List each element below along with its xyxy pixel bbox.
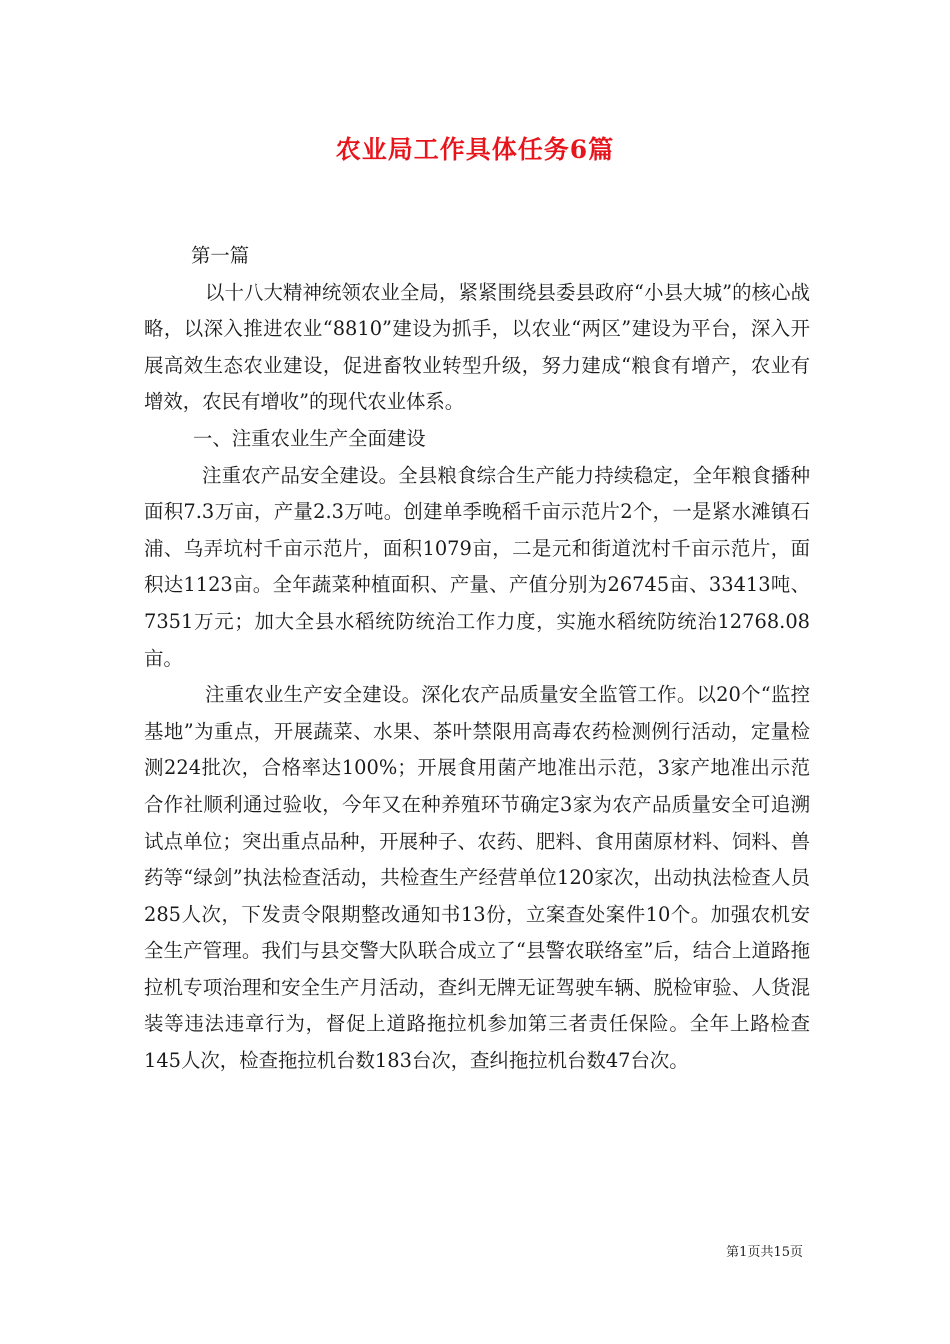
page-number: 第1页共15页 bbox=[726, 1245, 803, 1260]
intro-paragraph: 以十八大精神统领农业全局，紧紧围绕县委县政府“小县大城”的核心战略，以深入推进农业“8810”建设为抓手，以农业“两区”建设为平台，深入开展高效生态农业建设，促进畜牧业转型升级，努力建成“粮食有增产，农业有增效，农民有增收”的现代农业体系。 bbox=[144, 280, 810, 414]
document-body bbox=[144, 238, 810, 1080]
section-heading: 一、注重农业生产全面建设 bbox=[193, 426, 426, 450]
paragraph-product-safety: 注重农产品安全建设。全县粮食综合生产能力持续稳定，全年粮食播种面积7.3万亩，产量2.3万吨。创建单季晚稻千亩示范片2个，一是紧水滩镇石浦、乌弄坑村千亩示范片，面积1079亩，二是元和街道沈村千亩示范片，面积达1123亩。全年蔬菜种植面积、产量、产值分别为26745亩、33413吨、7351万元；加大全县水稻统防统治工作力度，实施水稻统防统治12768.08亩。 bbox=[144, 463, 810, 670]
section-label: 第一篇 bbox=[191, 244, 250, 267]
document-title: 农业局工作具体任务6篇 bbox=[335, 135, 615, 164]
paragraph-production-safety: 注重农业生产安全建设。深化农产品质量安全监管工作。以20个“监控基地”为重点，开展蔬菜、水果、茶叶禁限用高毒农药检测例行活动，定量检测224批次，合格率达100%；开展食用菌产地准出示范，3家产地准出示范合作社顺利通过验收，今年又在种养殖环节确定3家为农产品质量安全可追溯试点单位；突出重点品种，开展种子、农药、肥料、食用菌原材料、饲料、兽药等“绿剑”执法检查活动，共检查生产经营单位120家次，出动执法检查人员285人次，下发责令限期整改通知书13份，立案查处案件10个。加强农机安全生产管理。我们与县交警大队联合成立了“县警农联络室”后，结合上道路拖拉机专项治理和安全生产月活动，查纠无牌无证驾驶车辆、脱检审验、人货混装等违法违章行为，督促上道路拖拉机参加第三者责任保险。全年上路检查145人次，检查拖拉机台数183台次，查纠拖拉机台数47台次。 bbox=[144, 683, 810, 1073]
